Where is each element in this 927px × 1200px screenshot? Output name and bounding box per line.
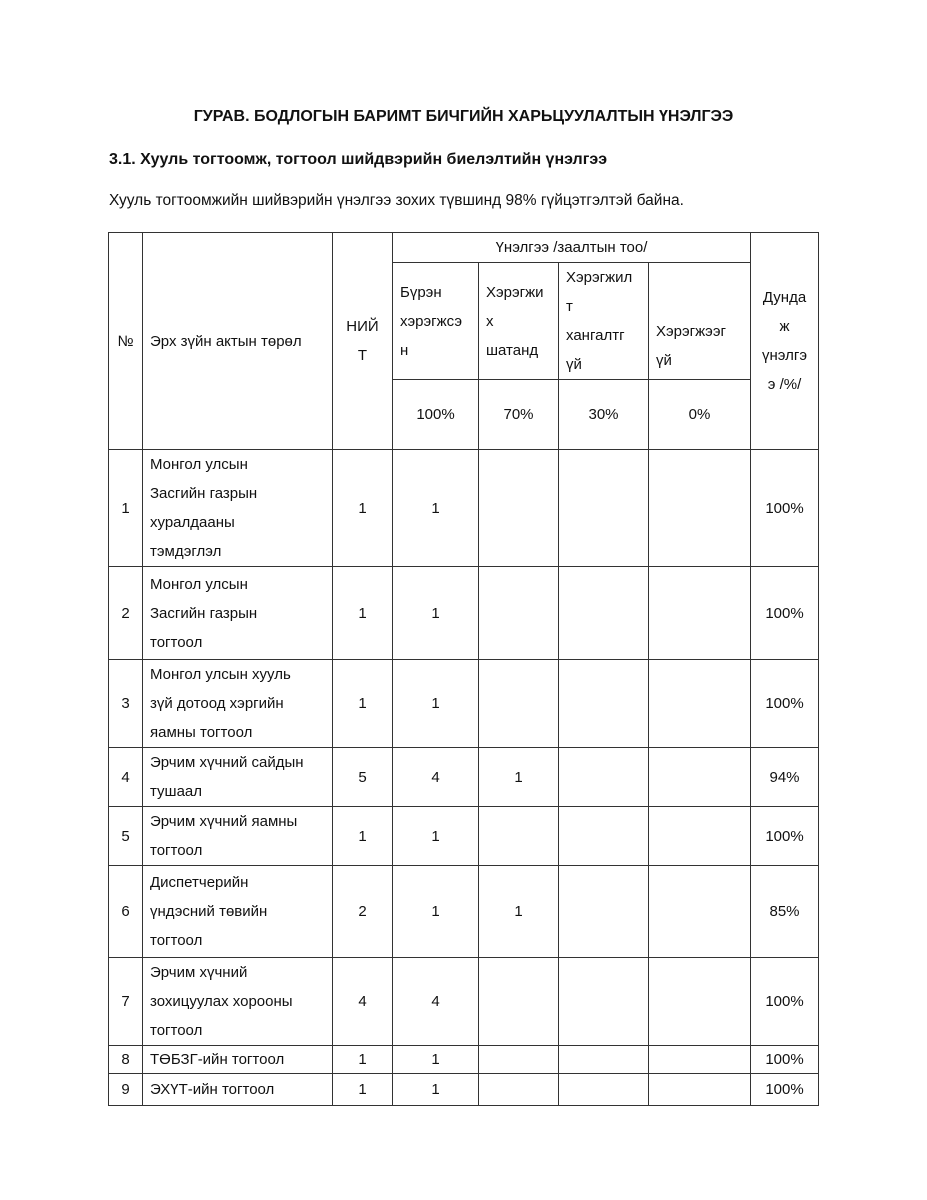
cell-type bbox=[143, 958, 333, 1046]
table-body bbox=[109, 450, 819, 1106]
header-line: т bbox=[566, 298, 573, 315]
table-row bbox=[109, 450, 819, 567]
cell-type-line: Монгол улсын bbox=[150, 456, 248, 473]
cell-average: 100% bbox=[751, 1046, 819, 1074]
header-avg-line: үнэлгэ bbox=[762, 347, 807, 364]
header-line: Хэрэгжи bbox=[486, 283, 544, 301]
cell-type-line: хуралдааны bbox=[150, 514, 235, 531]
cell-average: 100% bbox=[751, 567, 819, 660]
header-line: Бүрэн bbox=[400, 283, 442, 301]
cell-type-line: үндэсний төвийн bbox=[150, 903, 268, 920]
cell-type bbox=[143, 1046, 333, 1074]
table-row bbox=[109, 660, 819, 748]
cell-total: 1 bbox=[333, 807, 393, 866]
cell-not-implemented bbox=[649, 1074, 751, 1106]
cell-type-line: ЭХҮТ-ийн тогтоол bbox=[150, 1080, 275, 1098]
cell-average: 100% bbox=[751, 807, 819, 866]
cell-average: 100% bbox=[751, 958, 819, 1046]
cell-type-line: яамны тогтоол bbox=[150, 724, 253, 741]
cell-full: 4 bbox=[393, 958, 479, 1046]
cell-insufficient bbox=[559, 660, 649, 748]
cell-average: 100% bbox=[751, 1074, 819, 1106]
cell-in-progress: 1 bbox=[479, 866, 559, 958]
cell-no: 3 bbox=[109, 660, 143, 748]
cell-in-progress: 1 bbox=[479, 748, 559, 807]
header-full bbox=[393, 263, 479, 380]
table-row bbox=[109, 807, 819, 866]
cell-no: 7 bbox=[109, 958, 143, 1046]
cell-not-implemented bbox=[649, 866, 751, 958]
cell-type-line: Монгол улсын хууль bbox=[150, 666, 291, 683]
cell-total: 4 bbox=[333, 958, 393, 1046]
table-row bbox=[109, 958, 819, 1046]
cell-type-line: зохицуулах хорооны bbox=[150, 993, 293, 1010]
header-no: № bbox=[109, 233, 143, 450]
cell-type bbox=[143, 807, 333, 866]
cell-average: 100% bbox=[751, 660, 819, 748]
header-line: Хэрэгжил bbox=[566, 269, 633, 286]
cell-type bbox=[143, 450, 333, 567]
cell-type-line: Эрчим хүчний сайдын bbox=[150, 754, 304, 771]
cell-total: 1 bbox=[333, 1074, 393, 1106]
cell-insufficient bbox=[559, 807, 649, 866]
cell-total: 1 bbox=[333, 1046, 393, 1074]
cell-no: 6 bbox=[109, 866, 143, 958]
header-pct-full: 100% bbox=[393, 380, 479, 450]
cell-full: 1 bbox=[393, 1046, 479, 1074]
section-heading: 3.1. Хууль тогтоомж, тогтоол шийдвэрийн биелэлтийн үнэлгээ bbox=[109, 151, 608, 168]
cell-insufficient bbox=[559, 1046, 649, 1074]
header-line: үй bbox=[566, 356, 582, 373]
cell-full: 1 bbox=[393, 866, 479, 958]
cell-insufficient bbox=[559, 958, 649, 1046]
cell-total: 2 bbox=[333, 866, 393, 958]
cell-not-implemented bbox=[649, 450, 751, 567]
cell-type-line: Засгийн газрын bbox=[150, 604, 258, 622]
cell-no: 4 bbox=[109, 748, 143, 807]
table-row bbox=[109, 748, 819, 807]
cell-type bbox=[143, 748, 333, 807]
cell-total: 1 bbox=[333, 660, 393, 748]
header-line: Хэрэгжээг bbox=[656, 323, 726, 340]
header-avg-line: ж bbox=[779, 318, 790, 335]
cell-total: 1 bbox=[333, 567, 393, 660]
cell-in-progress bbox=[479, 958, 559, 1046]
header-insufficient bbox=[559, 263, 649, 380]
header-group: Үнэлгээ /заалтын тоо/ bbox=[393, 233, 751, 263]
page-title: ГУРАВ. БОДЛОГЫН БАРИМТ БИЧГИЙН ХАРЬЦУУЛАЛТЫН ҮНЭЛГЭЭ bbox=[193, 108, 734, 125]
header-line: хэрэгжсэ bbox=[400, 312, 462, 330]
header-pct-in-progress: 70% bbox=[479, 380, 559, 450]
cell-insufficient bbox=[559, 450, 649, 567]
cell-type-line: Эрчим хүчний bbox=[150, 964, 248, 981]
cell-total: 5 bbox=[333, 748, 393, 807]
cell-type-line: Монгол улсын bbox=[150, 575, 248, 593]
header-line: шатанд bbox=[486, 341, 539, 359]
cell-type-line: ТӨБЗГ-ийн тогтоол bbox=[150, 1050, 285, 1068]
header-total bbox=[333, 233, 393, 450]
header-pct-insufficient: 30% bbox=[559, 380, 649, 450]
header-in-progress bbox=[479, 263, 559, 380]
cell-in-progress bbox=[479, 660, 559, 748]
cell-no: 2 bbox=[109, 567, 143, 660]
cell-average: 100% bbox=[751, 450, 819, 567]
cell-in-progress bbox=[479, 807, 559, 866]
cell-total: 1 bbox=[333, 450, 393, 567]
cell-type-line: тогтоол bbox=[150, 633, 203, 651]
cell-no: 1 bbox=[109, 450, 143, 567]
summary-paragraph: Хууль тогтоомжийн шийвэрийн үнэлгээ зохих түвшинд 98% гүйцэтгэлтэй байна. bbox=[109, 192, 684, 209]
cell-type bbox=[143, 866, 333, 958]
cell-type-line: тогтоол bbox=[150, 842, 203, 859]
cell-insufficient bbox=[559, 1074, 649, 1106]
cell-in-progress bbox=[479, 1074, 559, 1106]
header-pct-not-implemented: 0% bbox=[649, 380, 751, 450]
header-avg-line: Дунда bbox=[762, 289, 807, 306]
header-average bbox=[751, 233, 819, 450]
header-line: н bbox=[400, 341, 409, 359]
cell-not-implemented bbox=[649, 807, 751, 866]
table-row bbox=[109, 567, 819, 660]
cell-type-line: тушаал bbox=[150, 783, 203, 800]
cell-no: 5 bbox=[109, 807, 143, 866]
cell-full: 1 bbox=[393, 567, 479, 660]
cell-full: 4 bbox=[393, 748, 479, 807]
header-avg-line: э /%/ bbox=[767, 376, 802, 393]
cell-not-implemented bbox=[649, 1046, 751, 1074]
header-total-line: НИЙ bbox=[346, 318, 379, 335]
cell-full: 1 bbox=[393, 450, 479, 567]
cell-in-progress bbox=[479, 450, 559, 567]
cell-in-progress bbox=[479, 1046, 559, 1074]
cell-insufficient bbox=[559, 567, 649, 660]
cell-type-line: тогтоол bbox=[150, 1022, 203, 1039]
cell-insufficient bbox=[559, 866, 649, 958]
cell-type bbox=[143, 1074, 333, 1106]
cell-average: 85% bbox=[751, 866, 819, 958]
header-row-1 bbox=[109, 233, 819, 263]
cell-in-progress bbox=[479, 567, 559, 660]
cell-full: 1 bbox=[393, 807, 479, 866]
cell-insufficient bbox=[559, 748, 649, 807]
header-type: Эрх зүйн актын төрөл bbox=[143, 233, 333, 450]
cell-type-line: Эрчим хүчний яамны bbox=[150, 813, 298, 830]
cell-not-implemented bbox=[649, 660, 751, 748]
assessment-table bbox=[108, 232, 819, 1106]
cell-average: 94% bbox=[751, 748, 819, 807]
cell-type-line: тогтоол bbox=[150, 932, 203, 949]
cell-no: 9 bbox=[109, 1074, 143, 1106]
header-line: үй bbox=[656, 352, 672, 369]
cell-type-line: Засгийн газрын bbox=[150, 485, 258, 502]
header-not-implemented bbox=[649, 263, 751, 380]
cell-type-line: зүй дотоод хэргийн bbox=[150, 695, 284, 712]
cell-type-line: Диспетчерийн bbox=[150, 874, 249, 891]
header-line: хангалтг bbox=[566, 327, 625, 344]
cell-no: 8 bbox=[109, 1046, 143, 1074]
cell-full: 1 bbox=[393, 1074, 479, 1106]
cell-not-implemented bbox=[649, 958, 751, 1046]
cell-full: 1 bbox=[393, 660, 479, 748]
table-row bbox=[109, 1046, 819, 1074]
header-line: х bbox=[486, 312, 494, 330]
cell-type bbox=[143, 660, 333, 748]
cell-not-implemented bbox=[649, 748, 751, 807]
cell-type bbox=[143, 567, 333, 660]
table-row bbox=[109, 866, 819, 958]
cell-type-line: тэмдэглэл bbox=[150, 543, 222, 560]
cell-not-implemented bbox=[649, 567, 751, 660]
header-total-line: Т bbox=[357, 347, 368, 364]
table-row bbox=[109, 1074, 819, 1106]
